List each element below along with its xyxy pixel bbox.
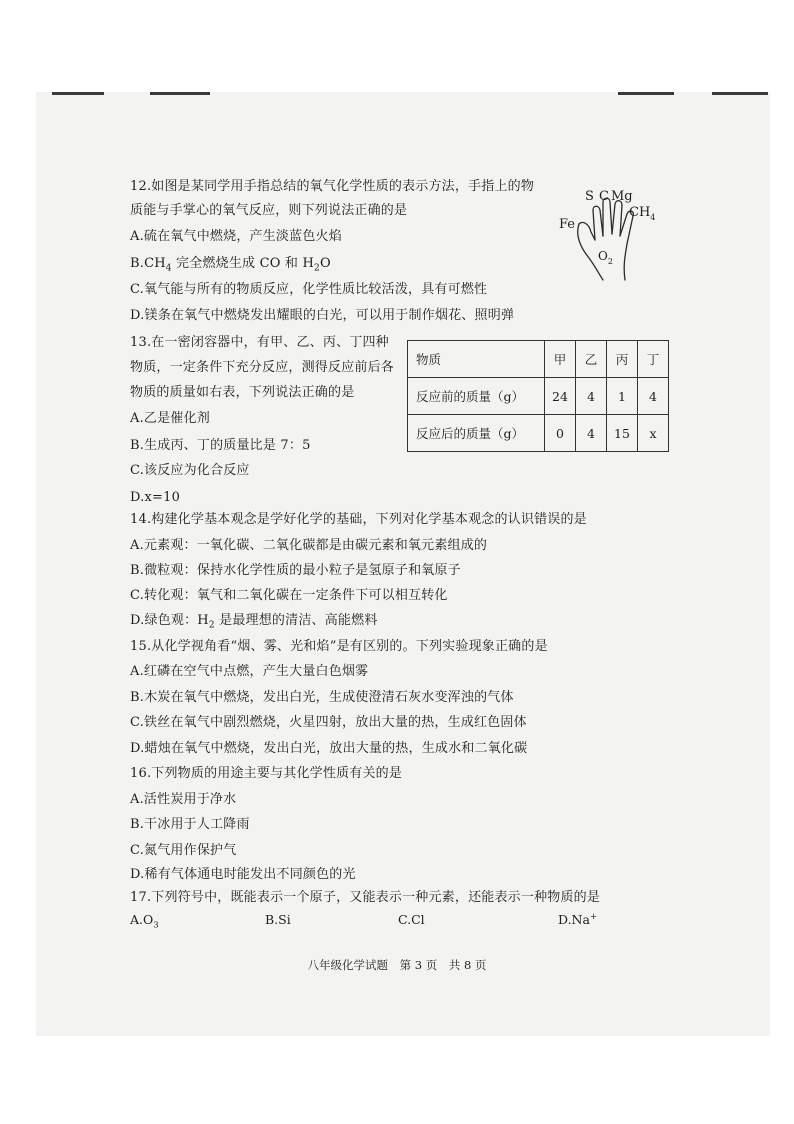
q13-stem-line3: 物质的质量如右表，下列说法正确的是 bbox=[130, 385, 355, 400]
table-header-cell: 乙 bbox=[576, 341, 607, 378]
table-header-cell: 丁 bbox=[638, 341, 669, 378]
table-header-cell: 丙 bbox=[607, 341, 638, 378]
table-cell: 4 bbox=[576, 378, 607, 415]
q16-option-c: C.氮气用作保护气 bbox=[130, 843, 237, 858]
q15-option-d: D.蜡烛在氧气中燃烧，发出白光，放出大量的热，生成水和二氧化碳 bbox=[130, 741, 528, 756]
hand-label-c: C bbox=[599, 189, 609, 204]
table-cell: 15 bbox=[607, 415, 638, 452]
q14-option-c: C.转化观：氧气和二氧化碳在一定条件下可以相互转化 bbox=[130, 588, 448, 603]
q15-option-b: B.木炭在氧气中燃烧，发出白光，生成使澄清石灰水变浑浊的气体 bbox=[130, 690, 514, 705]
q13-option-d: D.x=10 bbox=[130, 490, 181, 505]
q17-option-b: B.Si bbox=[265, 912, 291, 927]
q16-option-d: D.稀有气体通电时能发出不同颜色的光 bbox=[130, 867, 356, 882]
table-cell: 0 bbox=[545, 415, 576, 452]
q17-option-a: $A.O_3$ bbox=[130, 912, 159, 931]
q13-stem-line1: 13.在一密闭容器中，有甲、乙、丙、丁四种 bbox=[130, 335, 389, 350]
table-row bbox=[408, 378, 669, 415]
footer-page-number: 第 3 页 bbox=[399, 958, 438, 972]
table-header-row bbox=[408, 341, 669, 378]
table-cell: x bbox=[638, 415, 669, 452]
q12-option-a: A.硫在氧气中燃烧，产生淡蓝色火焰 bbox=[130, 229, 342, 244]
top-rule-mid bbox=[150, 92, 210, 95]
hand-label-o2: $O_2$ bbox=[598, 249, 613, 266]
q16-option-b: B.干冰用于人工降雨 bbox=[130, 817, 250, 832]
hand-label-s: S bbox=[585, 189, 594, 204]
q14-option-b: B.微粒观：保持水化学性质的最小粒子是氢原子和氧原子 bbox=[130, 563, 461, 578]
hand-label-mg: Mg bbox=[611, 189, 633, 204]
page-footer bbox=[0, 957, 794, 973]
top-rule-right bbox=[618, 92, 674, 95]
q12-option-b: $B.CH_4$ 完全燃烧生成 CO 和 $H_2O$ bbox=[130, 256, 331, 274]
q14-stem: 14.构建化学基本观念是学好化学的基础，下列对化学基本观念的认识错误的是 bbox=[130, 512, 587, 527]
q14-option-d: D.绿色观：$H_2$ 是最理想的清洁、高能燃料 bbox=[130, 613, 378, 631]
table-cell: 1 bbox=[607, 378, 638, 415]
top-rule-left bbox=[52, 92, 104, 95]
q17-option-d: D.Na+ bbox=[558, 912, 598, 928]
q12-stem-line1: 12.如图是某同学用手指总结的氧气化学性质的表示方法，手指上的物 bbox=[130, 179, 535, 194]
hand-label-fe: Fe bbox=[559, 217, 576, 232]
footer-page-total: 共 8 页 bbox=[448, 958, 487, 972]
q14-option-a: A.元素观：一氧化碳、二氧化碳都是由碳元素和氧元素组成的 bbox=[130, 538, 488, 553]
q13-option-b: B.生成丙、丁的质量比是 7：5 bbox=[130, 438, 311, 453]
q16-stem: 16.下列物质的用途主要与其化学性质有关的是 bbox=[130, 766, 403, 781]
table-cell: 24 bbox=[545, 378, 576, 415]
hand-diagram bbox=[553, 184, 693, 284]
top-rule-far-right bbox=[712, 92, 768, 95]
q16-option-a: A.活性炭用于净水 bbox=[130, 792, 237, 807]
table-row bbox=[408, 415, 669, 452]
hand-label-ch4: $CH_4$ bbox=[629, 205, 656, 222]
q17-stem: 17.下列符号中，既能表示一个原子，又能表示一种元素，还能表示一种物质的是 bbox=[130, 890, 601, 905]
table-cell: 反应前的质量（g） bbox=[408, 378, 545, 415]
table-cell: 4 bbox=[576, 415, 607, 452]
mass-table bbox=[407, 340, 669, 452]
table-cell: 4 bbox=[638, 378, 669, 415]
q12-option-c: C.氧气能与所有的物质反应，化学性质比较活泼，具有可燃性 bbox=[130, 282, 488, 297]
table-cell: 反应后的质量（g） bbox=[408, 415, 545, 452]
q15-option-c: C.铁丝在氧气中剧烈燃烧，火星四射，放出大量的热，生成红色固体 bbox=[130, 715, 527, 730]
q13-option-a: A.乙是催化剂 bbox=[130, 411, 210, 426]
footer-exam-title: 八年级化学试题 bbox=[307, 958, 388, 972]
q15-stem: 15.从化学视角看“烟、雾、光和焰”是有区别的。下列实验现象正确的是 bbox=[130, 639, 548, 654]
q12-option-d: D.镁条在氧气中燃烧发出耀眼的白光，可以用于制作烟花、照明弹 bbox=[130, 308, 515, 323]
q13-stem-line2: 物质，一定条件下充分反应，测得反应前后各 bbox=[130, 360, 395, 375]
hand-outline-icon bbox=[578, 198, 634, 280]
q12-stem-line2: 质能与手掌心的氧气反应，则下列说法正确的是 bbox=[130, 203, 408, 218]
q15-option-a: A.红磷在空气中点燃，产生大量白色烟雾 bbox=[130, 664, 369, 679]
q13-option-c: C.该反应为化合反应 bbox=[130, 463, 250, 478]
table-header-cell: 物质 bbox=[408, 341, 545, 378]
table-header-cell: 甲 bbox=[545, 341, 576, 378]
q17-option-c: C.Cl bbox=[398, 912, 425, 927]
